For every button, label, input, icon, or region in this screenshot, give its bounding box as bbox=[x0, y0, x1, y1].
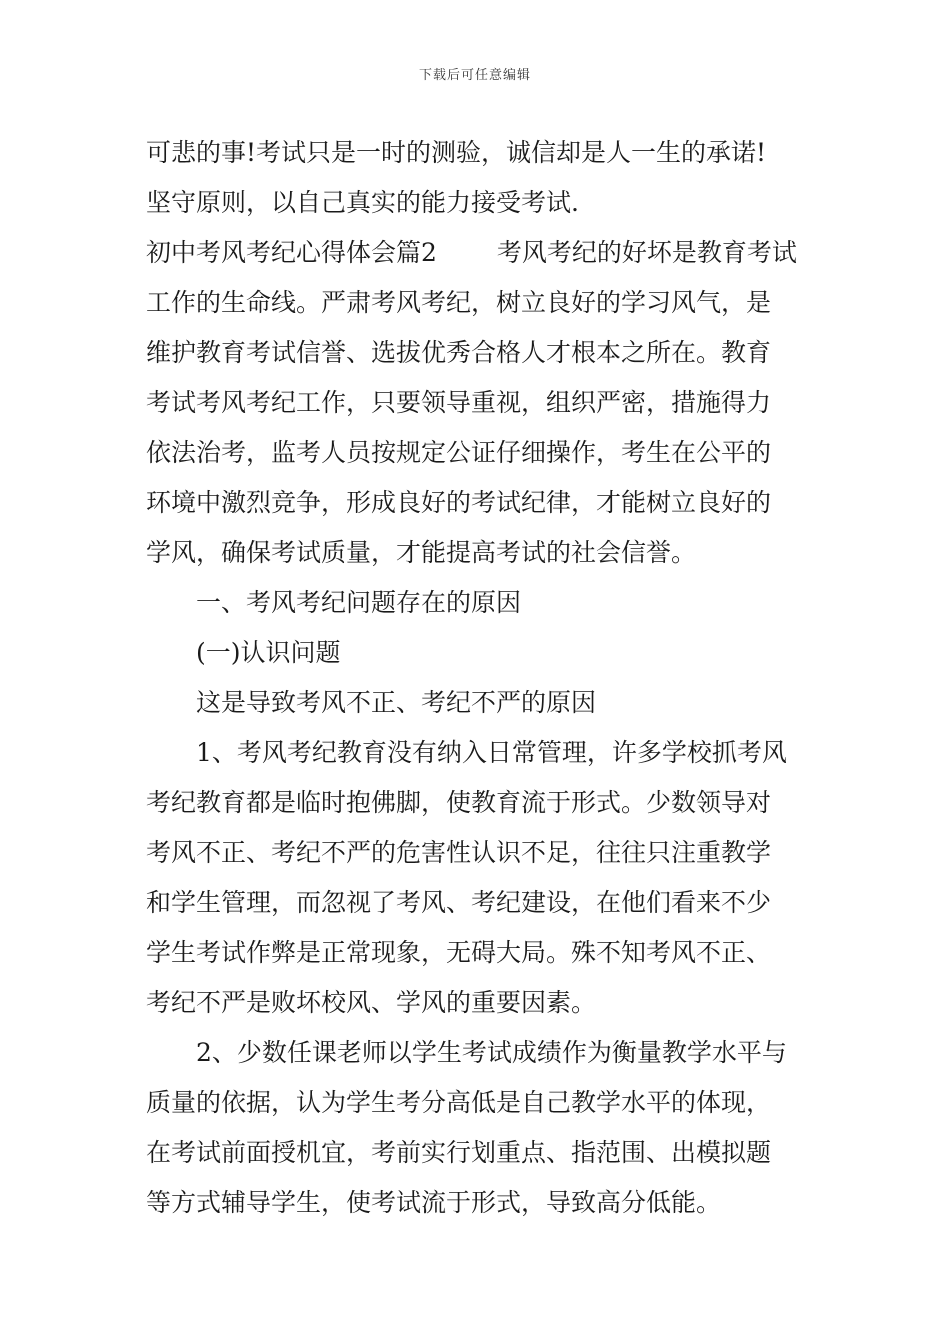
text-line: 坚守原则，以自己真实的能力接受考试. bbox=[146, 188, 579, 217]
text-line: 维护教育考试信誉、选拔优秀合格人才根本之所在。教育 bbox=[146, 338, 772, 367]
text-line: 考风不正、考纪不严的危害性认识不足，往往只注重教学 bbox=[146, 838, 772, 867]
text-line: 在考试前面授机宜，考前实行划重点、指范围、出模拟题 bbox=[146, 1138, 772, 1167]
text-line: 和学生管理，而忽视了考风、考纪建设，在他们看来不少 bbox=[146, 888, 772, 917]
text-line: 依法治考，监考人员按规定公证仔细操作，考生在公平的 bbox=[146, 438, 772, 467]
text-line: 考试考风考纪工作，只要领导重视，组织严密，措施得力 bbox=[146, 388, 772, 417]
text-line: 考纪教育都是临时抱佛脚，使教育流于形式。少数领导对 bbox=[146, 788, 772, 817]
text-line: 考纪不严是败坏校风、学风的重要因素。 bbox=[146, 988, 597, 1017]
section-title: 初中考风考纪心得体会篇2 bbox=[146, 238, 437, 267]
text-line: 等方式辅导学生，使考试流于形式，导致高分低能。 bbox=[146, 1188, 722, 1217]
text-line: 环境中激烈竞争，形成良好的考试纪律，才能树立良好的 bbox=[146, 488, 772, 517]
subheading-line: (一)认识问题 bbox=[196, 638, 341, 667]
document-body bbox=[146, 128, 810, 1228]
text-line: 工作的生命线。严肃考风考纪，树立良好的学习风气，是 bbox=[146, 288, 772, 317]
text-line: 学生考试作弊是正常现象，无碍大局。殊不知考风不正、 bbox=[146, 938, 772, 967]
text-line: 质量的依据，认为学生考分高低是自己教学水平的体现， bbox=[146, 1088, 772, 1117]
text-line: 1、考风考纪教育没有纳入日常管理，许多学校抓考风 bbox=[196, 738, 787, 767]
text-line: 2、少数任课老师以学生考试成绩作为衡量教学水平与 bbox=[196, 1038, 787, 1067]
page-header: 下载后可任意编辑 bbox=[418, 68, 531, 83]
text-fragment: 考风考纪的好坏是教育考试 bbox=[496, 238, 797, 267]
text-line: 这是导致考风不正、考纪不严的原因 bbox=[196, 688, 597, 717]
text-line: 可悲的事!考试只是一时的测验，诚信却是人一生的承诺! bbox=[146, 138, 767, 167]
section-title-line bbox=[146, 228, 810, 278]
text-line: 学风，确保考试质量，才能提高考试的社会信誉。 bbox=[146, 538, 697, 567]
heading-line: 一、考风考纪问题存在的原因 bbox=[196, 588, 522, 617]
